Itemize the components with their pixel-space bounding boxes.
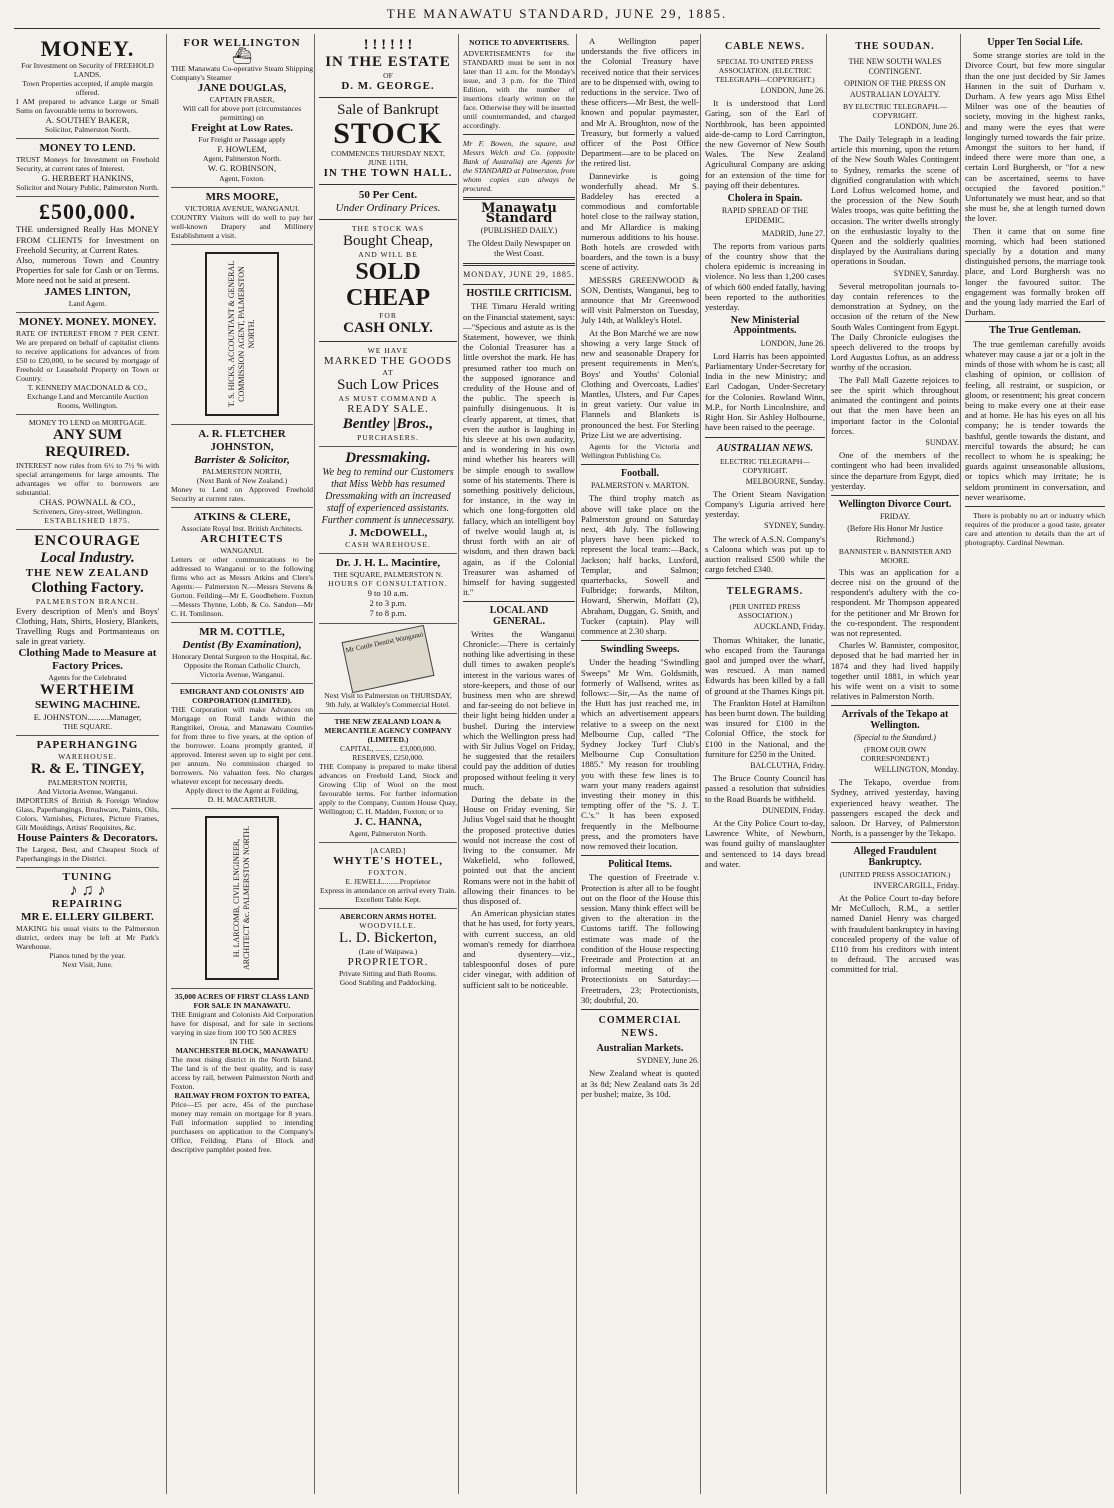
newspaper-subtitle: (PUBLISHED DAILY.) xyxy=(480,226,558,236)
ad-signer: T. KENNEDY MACDONALD & CO., Exchange Land and Mercantile Auction Rooms, Wellington. xyxy=(26,382,149,410)
dateline: DUNEDIN, Friday. xyxy=(762,805,825,815)
article-heading: Swindling Sweeps. xyxy=(600,644,680,656)
divider xyxy=(319,97,457,98)
ad-subtitle: MARKED THE GOODS xyxy=(323,355,453,367)
ad-title: THE NEW ZEALAND LOAN & MERCANTILE AGENCY COMPANY (LIMITED.) xyxy=(324,716,452,744)
article-heading: LOCAL AND GENERAL. xyxy=(489,605,549,627)
article-text: Several metropolitan journals to-day contain references to the demonstration at Sydney, on the occasion of the return of the New South Wales Contingent from Egypt. The Daily Chronicle eulogises the speech delivered to the troops by Lord Augustus Loftus, as an address worthy of the occasion. xyxy=(831,280,959,373)
ad-kicker: MONEY TO LEND on MORTGAGE. xyxy=(28,417,147,427)
ad-signer: E. JEWELL.........Proprietor xyxy=(345,876,431,886)
column-7 xyxy=(826,34,963,1494)
dateline: AUCKLAND, Friday. xyxy=(753,622,825,632)
ad-line: Town Properties accepted, if ample margin offered. xyxy=(22,79,153,97)
ad-text: THE STOCK WAS xyxy=(351,224,425,233)
ad-text: Money to Lend on Approved Freehold Security at current rates. xyxy=(171,484,313,503)
ad-subtitle: MANCHESTER BLOCK, MANAWATU xyxy=(175,1045,309,1055)
ad-abercorn xyxy=(319,909,457,991)
ad-text: CAPITAL, ............ £3,000,000. xyxy=(339,743,436,753)
ad-subtitle: 50 Per Cent. xyxy=(358,189,418,201)
ad-text: WE HAVE xyxy=(367,346,409,355)
dateline: LONDON, June 26. xyxy=(760,338,825,348)
divider xyxy=(319,184,457,185)
ad-for-wellington xyxy=(171,34,313,188)
ad-text: For Freight or Passage apply xyxy=(198,135,286,145)
ad-signer: MR E. ELLERY GILBERT. xyxy=(21,911,154,924)
article-text: The Daily Telegraph in a leading article this morning, upon the return of the New South Wales Contingent to Sydney, remarks the scene of dignified congratulation with which Lord Loftus welcomed home, and the procession of the New South Wales troops, was quite befitting the occasion. The writer dwells strongly on the enthusiastic loyalty to the Queen and the soldierly qualities displayed by the Australians during operations in Soudan. xyxy=(831,134,959,267)
article-text: Agents for the Victoria and Wellington Publishing Co. xyxy=(581,441,699,460)
ad-title: WHYTE'S HOTEL, xyxy=(333,854,443,867)
ad-subtitle: FOXTON. xyxy=(368,867,408,877)
ad-title: ANY SUM REQUIRED. xyxy=(45,426,130,460)
divider xyxy=(705,437,825,438)
divider xyxy=(831,495,959,496)
article-text: An American physician states that he has used, for forty years, with current success, an old woman's remedy for diarrhoea and dysentery—viz., tablespoonful doses of pure cider vinegar, with addition of sufficient salt to be noticeable. xyxy=(463,908,575,990)
ad-fletcher-johnston xyxy=(171,425,313,508)
ad-signer: Bentley |Bros., xyxy=(342,416,434,432)
ad-macintire xyxy=(319,554,457,624)
ad-subtitle: PALMERSTON NORTH, xyxy=(202,466,282,476)
article-text: THE Timaru Herald writing on the Financial statement, says:—"Specious and astute as is the Statement, however, we think the Colonial Treasurer has a little overshot the mark. He has presumed rather too much on the supposed ignorance and credulity of the House and of the public. The speech is painfully disingenuous. It is clearly apparent, at times, that even the author is laughing in his sleeve at his own audacity, and is wondering in his own mind whether his hearers will be simple enough to swallow some of his statements. There is something positively delicious, for instance, in the way in which one long-forgotten old fallacy, which an intelligent boy of twelve would laugh at, is thrust forth with an air of wisdom, and then drawn back again, as if the Colonial Treasurer was ashamed of himself for having suggested it." xyxy=(463,301,575,598)
ad-text: Every description of Men's and Boys' Clothing, Hats, Shirts, Hosiery, Blankets, Travelling Rugs and Portmanteaus on sale in great variety. xyxy=(16,605,159,647)
article-heading: Football. xyxy=(620,467,660,479)
ad-acres xyxy=(171,989,313,1158)
ad-signer: CHAS. POWNALL & CO., xyxy=(39,496,136,507)
article-text: New Zealand wheat is quoted at 3s 8d; New Zealand oats 3s 2d per bushel; maize, 3s 10d. xyxy=(581,1068,699,1099)
article-text: The wreck of A.S.N. Company's s Caloona which was put up to auction realised £500 while the cargo fetched £340. xyxy=(705,533,825,575)
ad-signer-title: THE SQUARE. xyxy=(63,721,112,731)
rotated-card-text: H. LARCOMB, CIVIL ENGINEER, ARCHITECT &c. PALMERSTON NORTH. xyxy=(232,825,251,970)
ad-subtitle: WOODVILLE. xyxy=(359,920,417,930)
ad-money-money xyxy=(16,313,159,415)
article-heading: HOSTILE CRITICISM. xyxy=(466,288,572,300)
ad-title: MONEY TO LEND. xyxy=(39,142,136,155)
ad-subtitle: Barrister & Solicitor, xyxy=(194,453,290,466)
article-subheading: (FROM OUR OWN CORRESPONDENT.) xyxy=(860,744,930,763)
ad-piano-tuning xyxy=(16,868,159,973)
ad-title: MR M. COTTLE, xyxy=(199,625,285,638)
ad-text: COMMENCES THURSDAY NEXT, xyxy=(331,149,445,158)
ad-subtitle: ARCHITECTS xyxy=(200,532,284,545)
column-1 xyxy=(16,34,163,1494)
ad-text: Letters or other communications to be addressed to Wanganui or to the following firms who act as Messrs Atkins and Clere's Agents:— Palmerston N.—Messrs Stevens & Gorton. Feilding—Mr E. Goodbehere. Foxton—Messrs Thynne, Lobb, & Co. Sandon—Mr C. H. Tomlinson. xyxy=(171,554,313,618)
ad-text: IMPORTERS of British & Foreign Window Glass, Paperhangings, Brushware, Paints, Oils, Colors, Varnishes, Pictures, Picture Frames, Gilt Mouldings, Artists' Requisites, &c. xyxy=(16,795,159,832)
dateline: MADRID, June 27. xyxy=(761,228,825,238)
divider xyxy=(965,506,1105,507)
rotated-card-text: T. S. HICKS, ACCOUNTANT & GENERAL COMMISSION AGENT, PALMERSTON NORTH. xyxy=(227,260,256,407)
ad-signer: J. McDOWELL, xyxy=(348,527,428,539)
article-text: It is understood that Lord Garing, son of the Earl of Northbrook, has been appointed aide-de-camp to Lord Carrington, the new Governor of New South Wales. The New Zealand Agricultural Company are asking for an extension of the time for paying off their debentures. xyxy=(705,98,825,190)
ad-title: £500,000. xyxy=(39,199,136,225)
dateline: INVERCARGILL, Friday. xyxy=(873,880,959,890)
ad-subtitle: Under Ordinary Prices. xyxy=(335,202,441,214)
article-heading: Wellington Divorce Court. xyxy=(838,498,952,510)
ad-title: SOLD CHEAP xyxy=(346,259,430,311)
article-text: The Frankton Hotel at Hamilton has been burnt down. The building was insured for £100 in the Colonial Office, the stock for £100 in the National, and the furniture for £250 in the United. xyxy=(705,697,825,759)
divider xyxy=(581,855,699,856)
divider xyxy=(965,321,1105,322)
ad-signer: L. D. Bickerton, xyxy=(339,929,437,946)
section-heading: THE SOUDAN. xyxy=(855,41,935,52)
ad-text: FOR xyxy=(379,311,397,320)
divider xyxy=(831,842,959,843)
ad-500000 xyxy=(16,197,159,312)
issue-date: MONDAY, JUNE 29, 1885. xyxy=(463,270,575,280)
ad-text: RATE OF INTEREST FROM 7 PER CENT. We are prepared on behalf of capitalist clients to receive applications for advances of from £50 to £20,000, to be secured by mortgage of Freehold or Leasehold Property on Town or Country. xyxy=(16,328,159,383)
ad-subtitle: IN THE xyxy=(229,1036,255,1046)
section-subheading: (PER UNITED PRESS ASSOCIATION.) xyxy=(729,602,801,621)
dateline: SUNDAY. xyxy=(925,437,959,447)
article-text: Writes the Wanganui Chronicle:—There is certainly nothing like advertising in these dull times to awaken people's interest in the various wares of store-keepers, and those of our business men who are shrewd and far-seeing do not believe in their light being hidden under a bushel. During the interview which the Wellington press had with Sir Julius Vogel on Friday, he suggested that the retailers could pay the addition of duties proposed without feeling it very much. xyxy=(463,628,575,792)
ad-title: MONEY. xyxy=(40,36,135,61)
ad-title: ATKINS & CLERE, xyxy=(193,510,291,523)
article-heading: COMMERCIAL NEWS. xyxy=(598,1015,682,1040)
ad-text: Opposite the Roman Catholic Church, Victoria Avenue, Wanganui. xyxy=(183,660,301,679)
ad-larcomb-card xyxy=(171,809,313,989)
ad-signer-title: Solicitor, Palmerston North. xyxy=(44,125,131,135)
article-text: ADVERTISEMENTS for the STANDARD must be sent in not later than 11 a.m. for the Monday's issue, and 3 p.m. for the Third Edition, with the number of insertions clearly written on the face. Otherwise they will be inserted until countermanded, and charged accordingly. xyxy=(463,49,575,130)
article-subheading: Australian Markets. xyxy=(596,1043,684,1055)
article-subheading: (Special to the Standard.) xyxy=(854,732,936,742)
article-heading: Upper Ten Social Life. xyxy=(987,37,1083,48)
column-5 xyxy=(576,34,703,1494)
ad-subtitle: Dentist (By Examination), xyxy=(182,638,302,651)
ad-established: ESTABLISHED 1875. xyxy=(44,515,131,525)
ad-text: The most rising district in the North Island. The land is of the best quality, and is easy access by rail, between Palmerston North and Foxton. xyxy=(171,1054,313,1091)
ad-subtitle: Associate Royal Inst. British Architects. xyxy=(181,523,303,533)
section-heading: TELEGRAMS. xyxy=(726,586,804,598)
ad-text: Excellent Table Kept. xyxy=(355,894,421,904)
ad-text: OF xyxy=(383,71,393,80)
ad-text: We beg to remind our Customers that Miss Webb has resumed Dressmaking with an increased staff of experienced assistants. Further comment is unnecessary. xyxy=(321,467,455,526)
article-text: This was an application for a decree nisi on the ground of the respondent's adultery with the co-respondent. Mr Thompson appeared for the petitioner and Mr Brown for the co-respondent. The respondent was not represented. xyxy=(831,566,959,638)
ad-line: I AM prepared to advance Large or Small Sums on favourable terms to borrowers. xyxy=(16,97,159,115)
ad-text: THE Manawatu Co-operative Steam Shipping Company's Steamer xyxy=(171,64,313,83)
ad-bankrupt-sale xyxy=(319,34,457,447)
article-subheading: BANNISTER v. BANNISTER AND MOORE. xyxy=(838,546,952,565)
ad-title: Sale of Bankrupt xyxy=(337,102,439,118)
ad-text: MAKING his usual visits to the Palmerston district, orders may be left at Mr Park's Warehouse. xyxy=(16,924,159,952)
ad-text: Express in attendance on arrival every Train. xyxy=(319,885,456,895)
ad-exclaim: ! ! ! ! ! ! xyxy=(363,37,413,53)
article-text: The question of Freetrade v. Protection is after all to be fought out on the floor of the House this session. Many think effect will be given to the alteration in the Customs tariff. The following estimate was made of the condition of the House respecting Freetrade and Protection at an informal meeting of the Protectionists on Saturday:—Freetraders, 23; Protectionists, 30; doubtful, 20. xyxy=(581,872,699,1005)
ad-title: EMIGRANT AND COLONISTS' AID CORPORATION (LIMITED). xyxy=(179,686,305,705)
column-6 xyxy=(700,34,829,1494)
article-heading: The True Gentleman. xyxy=(989,325,1081,337)
column-2 xyxy=(166,34,317,1494)
ad-subtitle: READY SALE. xyxy=(347,403,429,415)
article-text: The Orient Steam Navigation Company's Liguria arrived here yesterday. xyxy=(705,488,825,520)
ad-title: Bought Cheap, xyxy=(343,233,433,249)
ad-nz-loan xyxy=(319,714,457,843)
article-footnote: There is probably no art or industry which requires of the producer a good taste, greater care and attention to details than the art of photography. Cardinal Newman. xyxy=(965,510,1105,547)
ad-signer: G. HERBERT HANKINS, xyxy=(41,173,134,184)
section-subheading: SPECIAL TO UNITED PRESS ASSOCIATION. (ELECTRIC TELEGRAPH—COPYRIGHT.) xyxy=(715,57,815,84)
article-heading: Alleged Fraudulent Bankruptcy. xyxy=(853,846,937,868)
ad-signer: J. C. HANNA, xyxy=(354,815,422,828)
ad-subtitle: THE SQUARE, PALMERSTON N. xyxy=(333,570,443,579)
article-text: Lord Harris has been appointed Parliamentary Under-Secretary for India in the new Ministry; and Earl Cadogan, Under-Secretary for the Colonies. Rowland Winn, M.P., for North Lincolnshire, and Right Hon. Sir Ashley Holbourne, have been raised to the peerage. xyxy=(705,350,825,433)
ad-title: Dressmaking. xyxy=(345,450,431,466)
ad-title: A. R. FLETCHER JOHNSTON, xyxy=(198,427,286,453)
ad-hicks-card xyxy=(171,245,313,425)
article-heading: Cholera in Spain. xyxy=(727,193,803,205)
ad-title: REPAIRING xyxy=(51,898,124,911)
article-subheading: RAPID SPREAD OF THE EPIDEMIC. xyxy=(721,206,809,226)
article-text: Dannevirke is going wonderfully ahead. Mr S. Baddeley has erected a commodious and comfortable hotel close to the railway station, and Mr Allardice is making numerous additions to his house. Both hotels are crowded with boarders, and the town is a busy scene of activity. xyxy=(581,170,699,273)
ad-text: INTEREST now rules from 6½ to 7½ % with special arrangements for large amounts. The advantages we offer to borrowers are substantial. xyxy=(16,460,159,497)
ad-signer-title: Solicitor and Notary Public, Palmerston North. xyxy=(16,183,159,193)
ad-title: Clothing Factory. xyxy=(31,579,144,596)
ad-subtitle: WANGANUI. xyxy=(220,545,264,555)
ad-subtitle: (Next Bank of New Zealand.) xyxy=(196,475,288,485)
ad-text: THE Company is prepared to make liberal advances on Freehold Land, Stock and Growing Clip of Wool on the most favourable terms. For further information apply to the Company, Custom House Quay, Wellington; C. H. Madden, Foxton; or to xyxy=(319,761,457,816)
ad-title: TUNING xyxy=(62,870,113,883)
ad-title: IN THE ESTATE xyxy=(325,54,451,70)
column-3 xyxy=(314,34,461,1494)
ad-subtitle: PALMERSTON BRANCH. xyxy=(35,596,140,606)
ad-text: AS MUST COMMAND A xyxy=(338,394,438,403)
divider xyxy=(831,705,959,706)
ad-text: Apply direct to the Agent at Feilding, xyxy=(185,785,299,795)
ad-text: Honorary Dental Surgeon to the Hospital, &c. xyxy=(172,651,312,661)
newspaper-title: Manawatu Standard xyxy=(481,201,557,227)
divider xyxy=(463,263,575,266)
ad-kicker: [A CARD.] xyxy=(370,845,406,855)
article-text: Mr F. Bowen, the square, and Messrs Welch and Co. (opposite Bank of Australia) are Agents for the STANDARD at Palmerston, from whom copies can always be procured. xyxy=(463,139,575,193)
ad-signer-title: CASH WAREHOUSE. xyxy=(345,540,431,549)
ad-text: Pianos tuned by the year. xyxy=(49,951,126,961)
article-text: The third trophy match as above will take place on the Palmerston ground on Saturday next, 4th July. The following players have been picked to represent the local team:—Back, Jackson; half backs, Luxford, Templar, and Salmon; quarterbacks, Sowell and Fulbridge; forwards, Milton, Howard, Sherwin, Moffatt (2), Abraham, Duggan, G. Smith, and Tucker (captain). Play will commence at 2.30 sharp. xyxy=(581,493,699,636)
hour-line: 9 to 10 a.m. xyxy=(367,588,409,598)
divider xyxy=(705,578,825,579)
steamer-icon: ⛴ xyxy=(231,48,253,65)
ad-kicker: ENCOURAGE xyxy=(34,532,141,549)
ad-signer-title: Land Agent. xyxy=(68,298,107,308)
hour-line: 2 to 3 p.m. xyxy=(369,598,407,609)
ad-subtitle: Clothing Made to Measure at Factory Prices. xyxy=(18,646,157,672)
ad-subtitle: HOURS OF CONSULTATION. xyxy=(328,579,448,588)
section-subheading: BY ELECTRIC TELEGRAPH.—COPYRIGHT. xyxy=(843,101,947,120)
ad-text: The Largest, Best, and Cheapest Stock of Paperhangings in the District. xyxy=(16,844,159,863)
ad-subtitle: RAILWAY FROM FOXTON TO PATEA, xyxy=(174,1090,310,1100)
ad-clothing-factory xyxy=(16,530,159,736)
ad-title: Such Low Prices xyxy=(337,377,439,393)
divider xyxy=(463,601,575,602)
ad-title: Local Industry. xyxy=(40,549,135,566)
section-heading: CABLE NEWS. xyxy=(725,41,805,52)
article-text: A Wellington paper understands the five officers in the Colonial Treasury have received notice that their services are to be dispensed with, owing to reductions in the service. Two of these officers—Mr Best, the well-known and popular paymaster, and Mr A. Broughton, now of the Treasury, but formerly a valued officer of the Post Office Department—are to be placed on the retired list. xyxy=(581,36,699,169)
ad-text: THE Emigrant and Colonists Aid Corporation have for disposal, and for sale in sections varying in size from 100 TO 500 ACRES xyxy=(171,1009,313,1037)
ad-text: THE Corporation will make Advances on Mortgage on Rural Lands within the Rangitikei, Oroua, and Manawatu Counties for from three to five years, at the option of the borrower. Loans promptly granted, if approved. Interest seven up to eight per cent. per annum. No commission charged to borrowers. No valuation fees. No charges whatever except for necessary deeds. xyxy=(171,704,313,786)
dateline: MELBOURNE, Sunday. xyxy=(745,476,825,486)
divider xyxy=(463,197,575,200)
article-text: At the City Police Court to-day, Lawrence White, of Newburn, was found guilty of manslaughter and sentenced to 14 days bread and water. xyxy=(705,817,825,869)
dateline: SYDNEY, Sunday. xyxy=(764,521,825,531)
ad-subtitle: SEWING MACHINE. xyxy=(34,698,141,711)
article-text: At the Bon Marché we are now showing a very large Stock of new and seasonable Drapery for present requirements in Men's, Boys' and Youths' Colonial Clothing and Overcoats, Ladies' Mantles, Ulsters, and Fur Capes in great variety. Our value in Flannels and Blankets is pronounced the best. For Sterling Prize List we are advertising. xyxy=(581,327,699,440)
ad-text: JUNE 11TH, xyxy=(368,158,408,167)
article-text: The Tekapo, overdue from Sydney, arrived yesterday, having experienced heavy weather. The passengers escaped the deck and saloon. Dr Harvey, of Palmerston North, is a passenger by the Tekapo. xyxy=(831,777,959,839)
article-text: The reports from various parts of the country show that the cholera epidemic is increasing in violence. No less than 1,200 cases of which 600 ended fatally, having been reported to the authorities yesterday. xyxy=(705,240,825,313)
ad-subtitle: D. M. GEORGE. xyxy=(341,80,435,92)
ad-signer-title: PURCHASERS. xyxy=(357,433,419,442)
ad-title: 35,000 ACRES OF FIRST CLASS LAND FOR SALE IN MANAWATU. xyxy=(174,991,310,1010)
divider xyxy=(463,284,575,285)
ad-text: Price—£5 per acre, 45s of the purchase money may remain on mortgage for 8 years. Full information supplied to intending purchasers on application to the Company's Office, Feilding. Plans of Block and descriptive pamphlet posted free. xyxy=(171,1099,313,1154)
ad-subtitle: THE NEW ZEALAND xyxy=(25,566,150,579)
ad-whytes-hotel xyxy=(319,843,457,909)
ad-signer: W. G. ROBINSON, xyxy=(207,163,277,174)
article-text: At the Police Court to-day before Mr McCulloch, R.M., a settler named Daniel Henry was charged with fraudulent bankruptcy in having concealed property of the value of £110 from his creditors with intent to defraud. The accused was committed for trial. xyxy=(831,893,959,975)
ad-signer: A. SOUTHEY BAKER, xyxy=(45,115,130,125)
ad-signer-title: PROPRIETOR. xyxy=(347,955,429,968)
article-text: Charles W. Bannister, compositor, deposed that he had married her in 1874 and they had lived happily together until 1881, in which year his wife went on a visit to some relatives in Palmerston North. xyxy=(831,640,959,702)
ad-subtitle: Freight at Low Rates. xyxy=(191,122,293,135)
article-text: One of the members of the contingent who had been invalided since the departure from Egypt, died yesterday. xyxy=(831,450,959,491)
ad-line: For Investment on Security of FREEHOLD LANDS. xyxy=(21,61,154,79)
ad-subtitle: WAREHOUSE. xyxy=(58,751,117,761)
rotated-card xyxy=(205,252,279,416)
ad-dressmaking xyxy=(319,447,457,554)
ad-title: MRS MOORE, xyxy=(205,190,279,203)
ad-subtitle: House Painters & Decorators. xyxy=(17,831,158,844)
ad-text: COUNTRY Visitors will do well to pay her well-known Drapery and Millinery Establishment a visit. xyxy=(171,212,313,240)
ad-title: PAPERHANGING xyxy=(36,738,139,751)
section-heading: AUSTRALIAN NEWS. xyxy=(716,442,814,454)
masthead: THE MANAWATU STANDARD, JUNE 29, 1885. xyxy=(386,6,728,21)
ad-subtitle: VICTORIA AVENUE, WANGANUI. xyxy=(184,203,300,213)
dateline: BALCLUTHA, Friday. xyxy=(750,760,825,770)
article-text: During the debate in the House on Friday evening, Sir Julius Vogel said that he thought the proposed protective duties would not increase the cost of living to the consumer. Mr Wakefield, who followed, pointed out that the ancient Romans were not in the habit of allowing their finances to be thus disposed of. xyxy=(463,793,575,906)
divider xyxy=(319,341,457,342)
article-heading: Political Items. xyxy=(608,859,672,871)
ad-mrs-moore xyxy=(171,188,313,245)
ad-text: Agents for the Celebrated xyxy=(48,672,127,682)
ad-ship-name: JANE DOUGLAS, xyxy=(197,82,287,95)
article-text: The Bruce County Council has passed a resolution that subsidies to the Road Boards be withheld. xyxy=(705,773,825,804)
article-text: Thomas Whitaker, the lunatic, who escaped from the Tauranga gaol and jumped over the wharf, was rescued. A man named Edwards has been killed by a fall of ground at the Thames Kings pit. xyxy=(705,634,825,696)
ad-cottle-stamp xyxy=(319,624,457,714)
ad-subtitle: And Victoria Avenue, Wanganui. xyxy=(37,786,138,796)
article-text: MESSRS GREENWOOD & SON, Dentists, Wanganui, beg to announce that Mr Greenwood will visit Palmerston on Tuesday, July 14th, at Walkley's Hotel. xyxy=(581,274,699,326)
divider xyxy=(319,219,457,220)
section-subheading: ELECTRIC TELEGRAPH—COPYRIGHT. xyxy=(720,456,810,475)
article-subheading: (Before His Honor Mr Justice Richmond.) xyxy=(847,524,943,544)
ad-subtitle: PALMERSTON NORTH, xyxy=(47,777,128,787)
article-text: Under the heading "Swindling Sweeps" Mr Wm. Goldsmith, formerly of Wallsend, writes as follows:—Sir,—As the name of the Hutt has just reached me, in which an advertisement appears relative to a sweep on the next Melbourne Cup, called "The Sydney Jockey Turf Club's Melbourne Cup Consultation 1885." My reason for troubling you with these few lines is to warn your many readers against investing their money in this tempting offer of the "S. J. T. C.'s." It has been exposed frequently in the Melbourne press, and the promoters have now removed their location. xyxy=(581,657,699,852)
newspaper-subtitle: The Oldest Daily Newspaper on the West Coast. xyxy=(467,238,571,258)
ad-money xyxy=(16,34,159,139)
ad-any-sum xyxy=(16,415,159,530)
ad-signer-title: Agent, Foxton. xyxy=(219,173,265,183)
article-subheading: PALMERSTON v. MARTON. xyxy=(591,481,689,491)
divider xyxy=(581,640,699,641)
masthead-rule xyxy=(14,28,1100,29)
ad-title: WERTHEIM xyxy=(40,681,135,698)
article-heading: New Ministerial Appointments. xyxy=(730,315,800,337)
article-text: The Pall Mall Gazette rejoices to see the spirit which throughout animated the contingent and points out that the men have been an important factor in the Colonial forces. xyxy=(831,374,959,436)
ad-text: AT xyxy=(382,368,394,377)
ad-text: Also, numerous Town and Country Properties for sale for Cash or on Terms. More need not be said at present. xyxy=(16,255,159,286)
ad-atkins-clere xyxy=(171,508,313,623)
ad-signer-title: Agent, Palmerston North. xyxy=(348,828,428,838)
ad-signer: E. JOHNSTON..........Manager, xyxy=(33,711,142,722)
ad-text: Good Stabling and Paddocking. xyxy=(339,977,437,987)
ad-text: AND WILL BE xyxy=(358,250,418,259)
section-heading: NOTICE TO ADVERTISERS. xyxy=(469,38,569,47)
dateline: LONDON, June 26. xyxy=(760,86,825,95)
ad-title: FOR WELLINGTON xyxy=(183,37,301,49)
section-subheading: THE NEW SOUTH WALES CONTINGENT. xyxy=(848,57,942,77)
divider xyxy=(581,464,699,465)
article-text: The true gentleman carefully avoids whatever may cause a jar or a jolt in the minds of those with whom he is cast; all clashing of opinion, or collision of feeling, all restraint, or suspicion, or gloom, or resentment; his great concern being to make every one at their ease and at home. He has his eyes on all his company; he is tender towards the bashful, gentle towards the distant, and merciful towards the absurd; he can recollect to whom he is speaking; he guards against unseasonable allusions, or topics which may irritate; he is seldom prominent in conversation, and never wearisome. xyxy=(965,338,1105,502)
dateline: SYDNEY, Saturday. xyxy=(893,268,959,278)
piano-icon: ♪ ♫ ♪ xyxy=(69,881,106,899)
rotated-card xyxy=(205,816,279,980)
column-4 xyxy=(458,34,579,1494)
ad-title: MONEY. MONEY. MONEY. xyxy=(18,315,157,328)
dateline: WELLINGTON, Monday. xyxy=(874,764,959,774)
ad-text: TRUST Moneys for Investment on Freehold Security, at current rates of Interest. xyxy=(16,155,159,174)
ad-signer-title: Agent, Palmerston North. xyxy=(202,154,282,164)
ad-cottle xyxy=(171,623,313,684)
ad-signer-title: Scriveners, Grey-street, Wellington. xyxy=(32,506,143,516)
ad-text: RESERVES, £250,000. xyxy=(352,752,424,762)
article-text: Then it came that on some fine morning, which had been stationed specially by a dotation and many distinguished persons, the marriage took place, and Lord Burghersh was no longer the favoured suitor. The engagement was formally broken off and the young lady married the Earl of Durham. xyxy=(965,225,1105,318)
ad-text: (Late of Waipawa.) xyxy=(358,946,418,956)
divider xyxy=(581,1009,699,1010)
ad-subtitle: IN THE TOWN HALL. xyxy=(323,167,453,179)
ad-text: Next Visit to Palmerston on THURSDAY, 9th July, at Walkley's Commercial Hotel. xyxy=(324,690,452,709)
ad-title: Dr. J. H. L. Macintire, xyxy=(335,557,441,569)
dateline: FRIDAY. xyxy=(879,512,910,522)
ad-title: CASH ONLY. xyxy=(343,320,433,336)
article-heading: Arrivals of the Tekapo at Wellington. xyxy=(841,709,949,731)
ad-title: R. & E. TINGEY, xyxy=(30,760,145,777)
article-text: Some strange stories are told in the Divorce Court, but few more singular than the one just decided by Sir James Hannen in the suit of Durham v. Durham. A few years ago Miss Ethel Milner was one of the beauties of society, moving in the highest ranks, and many were the eyes that were longingly turned towards the fair prize. Amongst the suitors to her hand, if indeed there were more than one, a certain Lord Burghersh, or "for a new can be ascertained, seems to have occupied the favored position." Unfortunately we must hear, and so that she must be, she at length turned down the lover. xyxy=(965,50,1105,224)
ad-text: Private Sitting and Bath Rooms. xyxy=(338,968,438,978)
hour-line: 7 to 8 p.m. xyxy=(369,608,407,619)
ad-text: THE undersigned Really Has MONEY FROM CLIENTS for Investment on Freehold Security, at Current Rates. xyxy=(16,224,159,255)
ad-title: STOCK xyxy=(333,117,443,150)
ad-signer: D. H. MACARTHUR. xyxy=(207,794,277,804)
ad-captain: CAPTAIN FRASER, xyxy=(209,95,275,105)
column-8 xyxy=(960,34,1105,1494)
ad-paperhanging xyxy=(16,736,159,868)
article-subheading: (UNITED PRESS ASSOCIATION.) xyxy=(839,869,951,879)
divider xyxy=(463,134,575,135)
ad-signer: JAMES LINTON, xyxy=(44,285,131,298)
ad-text: Next Visit, June. xyxy=(62,960,113,970)
stamp-card: Mr Cottle Dentist Wanganui xyxy=(342,624,435,692)
ad-emigrant xyxy=(171,684,313,809)
ad-signer: F. HOWLEM, xyxy=(217,144,267,155)
ad-text: Will call for above port (circumstances permitting) on xyxy=(182,104,302,123)
dateline: SYDNEY, June 26. xyxy=(636,1056,699,1066)
section-subheading: OPINION OF THE PRESS ON AUSTRALIAN LOYALTY. xyxy=(844,79,946,99)
dateline: LONDON, June 26. xyxy=(894,121,959,131)
ad-money-to-lend xyxy=(16,139,159,197)
ad-title: ABERCORN ARMS HOTEL xyxy=(339,911,437,921)
